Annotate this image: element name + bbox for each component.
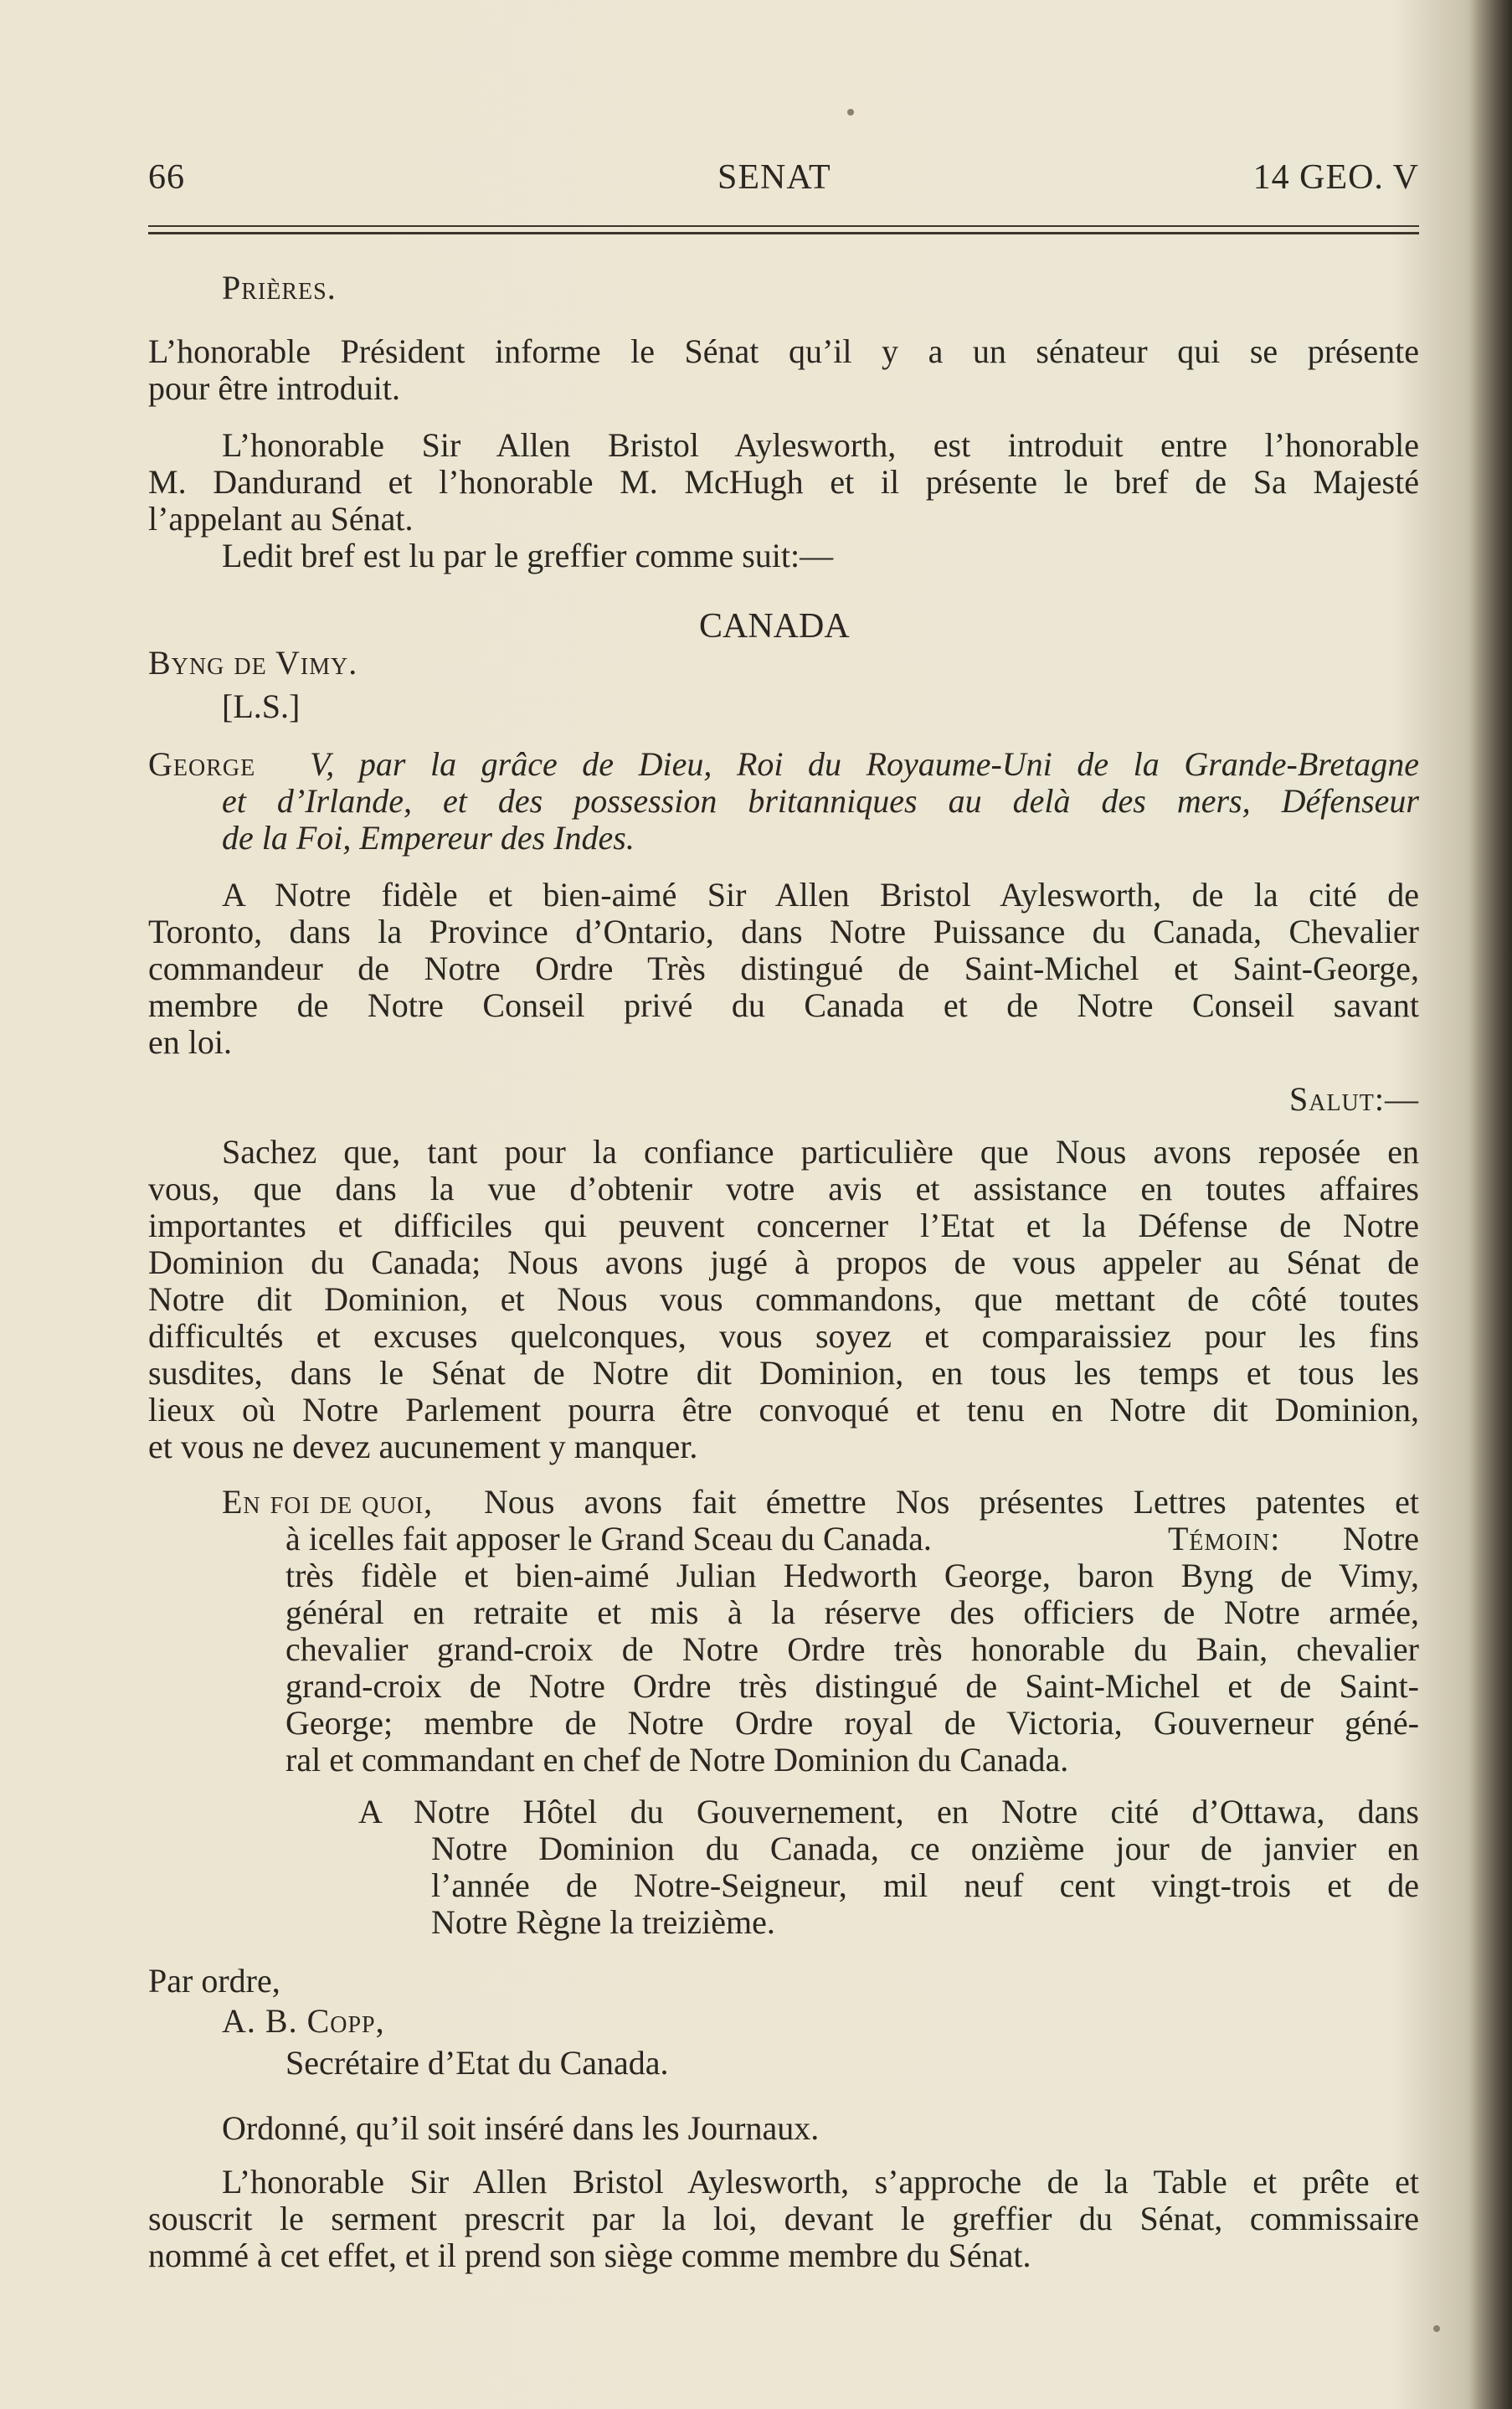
header-rule xyxy=(148,232,1419,234)
signer-title: Secrétaire d’Etat du Canada. xyxy=(285,2044,669,2082)
paragraph-line: Notre Règne la treizième. xyxy=(431,1903,775,1941)
speck xyxy=(847,109,854,116)
paragraph-line: très fidèle et bien-aimé Julian Hedworth George, baron Byng de Vimy, xyxy=(285,1557,1419,1594)
paragraph-line: susdites, dans le Sénat de Notre dit Dominion, en tous les temps et tous les xyxy=(148,1354,1419,1392)
paragraph-line: George; membre de Notre Ordre royal de Victoria, Gouverneur géné- xyxy=(285,1704,1419,1742)
prieres-heading: Prières. xyxy=(222,269,337,306)
paragraph-line: membre de Notre Conseil privé du Canada et de Notre Conseil savant xyxy=(148,986,1419,1024)
paragraph-line: pour être introduit. xyxy=(148,369,401,407)
paragraph-line: l’année de Notre-Seigneur, mil neuf cent vingt-trois et de xyxy=(431,1866,1419,1904)
paragraph-line: L’honorable Sir Allen Bristol Aylesworth, est introduit entre l’honorable xyxy=(222,426,1419,464)
page-number: 66 xyxy=(148,158,185,197)
paragraph-line: Toronto, dans la Province d’Ontario, dans Notre Puissance du Canada, Chevalier xyxy=(148,913,1419,950)
paragraph-line: lieux où Notre Parlement pourra être convoqué et tenu en Notre dit Dominion, xyxy=(148,1391,1419,1428)
header-title: SENAT xyxy=(717,158,831,197)
paragraph-line: difficultés et excuses quelconques, vous soyez et comparaissiez pour les fins xyxy=(148,1317,1419,1355)
paragraph-line: Sachez que, tant pour la confiance particulière que Nous avons reposée en xyxy=(222,1133,1419,1171)
paragraph-line: Ledit bref est lu par le greffier comme suit:— xyxy=(222,537,834,574)
paragraph-line: souscrit le serment prescrit par la loi, devant le greffier du Sénat, commissaire xyxy=(148,2200,1419,2237)
running-header xyxy=(148,157,1419,199)
paragraph-line: importantes et difficiles qui peuvent concerner l’Etat et la Défense de Notre xyxy=(148,1207,1419,1244)
signer-name: A. B. Copp, xyxy=(222,2002,385,2040)
paragraph-line: Nous avons fait émettre Nos présentes Lettres patentes et xyxy=(484,1483,1419,1521)
paragraph-line: L’honorable Président informe le Sénat qu’il y a un sénateur qui se présente xyxy=(148,332,1419,370)
paragraph-line: Notre dit Dominion, et Nous vous commandons, que mettant de côté toutes xyxy=(148,1280,1419,1318)
paragraph-line: nommé à cet effet, et il prend son siège comme membre du Sénat. xyxy=(148,2237,1031,2274)
paragraph-line: ral et commandant en chef de Notre Dominion du Canada. xyxy=(285,1741,1069,1778)
temoin-label: Témoin: xyxy=(1168,1520,1281,1557)
paragraph-line: commandeur de Notre Ordre Très distingué de Saint-Michel et Saint-George, xyxy=(148,950,1419,987)
paragraph-line: vous, que dans la vue d’obtenir votre avis et assistance en toutes affaires xyxy=(148,1170,1419,1207)
speck xyxy=(1433,2325,1440,2332)
paragraph-line: Dominion du Canada; Nous avons jugé à propos de vous appeler au Sénat de xyxy=(148,1243,1419,1281)
canada-heading: CANADA xyxy=(699,607,850,646)
paragraph-line: Ordonné, qu’il soit inséré dans les Journaux. xyxy=(222,2109,820,2147)
paragraph-line: général en retraite et mis à la réserve des officiers de Notre armée, xyxy=(285,1593,1419,1631)
page-binding-shadow xyxy=(1470,0,1512,2409)
salut-line: Salut:— xyxy=(1288,1080,1419,1118)
george-line: V, par la grâce de Dieu, Roi du Royaume-Uni de la Grande-Bretagne xyxy=(310,745,1419,783)
paragraph-line: L’honorable Sir Allen Bristol Aylesworth, s’approche de la Table et prête et xyxy=(222,2163,1419,2201)
george-label: George xyxy=(148,745,256,783)
paragraph-line: et vous ne devez aucunement y manquer. xyxy=(148,1428,698,1465)
paragraph-line: grand-croix de Notre Ordre très distingué de Saint-Michel et de Saint- xyxy=(285,1667,1419,1705)
paragraph-line: l’appelant au Sénat. xyxy=(148,500,414,538)
george-line: et d’Irlande, et des possession britanniques au delà des mers, Défenseur xyxy=(222,782,1419,820)
en-foi-label: En foi de quoi, xyxy=(222,1483,434,1521)
paragraph-line: Notre Dominion du Canada, ce onzième jour de janvier en xyxy=(431,1830,1419,1867)
par-ordre: Par ordre, xyxy=(148,1962,280,2000)
byng-signature: Byng de Vimy. xyxy=(148,644,358,682)
header-rule xyxy=(148,225,1419,227)
paragraph-line: à icelles fait apposer le Grand Sceau du Canada. xyxy=(285,1520,932,1557)
paragraph-line: en loi. xyxy=(148,1023,232,1061)
paragraph-line: chevalier grand-croix de Notre Ordre très honorable du Bain, chevalier xyxy=(285,1630,1419,1668)
header-session: 14 GEO. V xyxy=(1252,158,1419,197)
paragraph-line: M. Dandurand et l’honorable M. McHugh et il présente le bref de Sa Majesté xyxy=(148,463,1419,501)
paragraph-line: Notre xyxy=(1342,1520,1419,1557)
seal-mark: [L.S.] xyxy=(222,687,301,725)
paragraph-line: A Notre fidèle et bien-aimé Sir Allen Bristol Aylesworth, de la cité de xyxy=(222,876,1419,914)
paragraph-line: A Notre Hôtel du Gouvernement, en Notre cité d’Ottawa, dans xyxy=(358,1793,1419,1830)
george-line: de la Foi, Empereur des Indes. xyxy=(222,819,635,857)
